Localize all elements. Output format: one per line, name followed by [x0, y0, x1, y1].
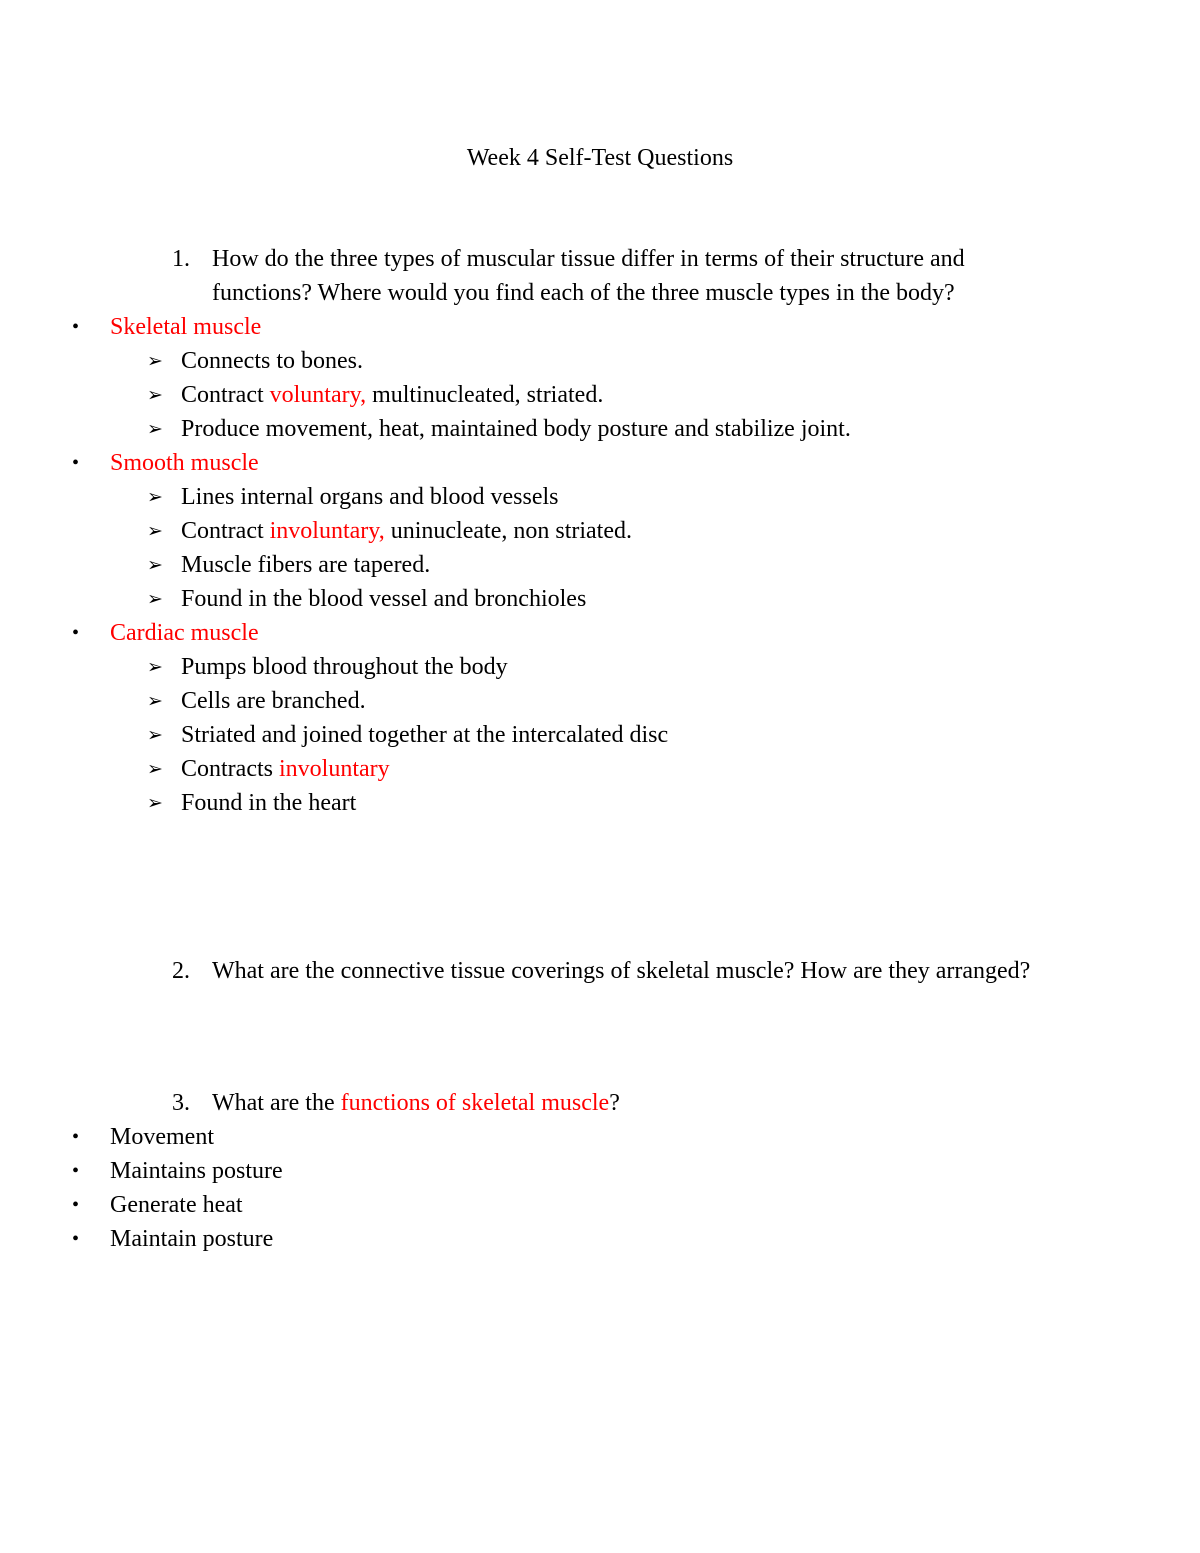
- list-item-skeletal-muscle: [72, 310, 1062, 344]
- bullet-icon: •: [72, 1228, 80, 1250]
- highlight-text: voluntary,: [269, 382, 367, 408]
- item-text: Contract: [181, 382, 270, 408]
- item-text: Striated and joined together at the intercalated disc: [181, 722, 669, 748]
- section-heading: Cardiac muscle: [110, 620, 259, 646]
- list-item: [147, 786, 1062, 820]
- list-item: [147, 650, 1062, 684]
- list-item: [147, 548, 1062, 582]
- question-number: 3.: [172, 1090, 190, 1116]
- arrow-bullet-icon: ➢: [147, 520, 163, 542]
- item-text: Found in the blood vessel and bronchioles: [181, 586, 587, 612]
- question-text: How do the three types of muscular tissue differ in terms of their structure and functions? Where would you find each of the three muscle types in the body?: [212, 246, 965, 306]
- item-text: uninucleate, non striated.: [384, 518, 632, 544]
- highlight-text: involuntary,: [269, 518, 385, 544]
- list-item: [72, 1222, 1062, 1256]
- item-text: Cells are branched.: [181, 688, 366, 714]
- question-text-part: ?: [609, 1090, 620, 1116]
- bullet-icon: •: [72, 452, 80, 474]
- arrow-bullet-icon: ➢: [147, 656, 163, 678]
- arrow-bullet-icon: ➢: [147, 588, 163, 610]
- item-text: Produce movement, heat, maintained body posture and stabilize joint.: [181, 416, 851, 442]
- list-item-smooth-muscle: [72, 446, 1062, 480]
- list-item: [147, 514, 1062, 548]
- list-item: [147, 412, 1062, 446]
- item-text: Generate heat: [110, 1192, 243, 1218]
- bullet-icon: •: [72, 1160, 80, 1182]
- list-item: [147, 344, 1062, 378]
- arrow-bullet-icon: ➢: [147, 486, 163, 508]
- list-item: [147, 378, 1062, 412]
- arrow-bullet-icon: ➢: [147, 724, 163, 746]
- list-item: [147, 480, 1062, 514]
- arrow-bullet-icon: ➢: [147, 384, 163, 406]
- list-item-cardiac-muscle: [72, 616, 1062, 650]
- item-text: Lines internal organs and blood vessels: [181, 484, 559, 510]
- question-text: [212, 1086, 1062, 1120]
- list-item: [147, 684, 1062, 718]
- question-1: [72, 242, 1062, 820]
- arrow-bullet-icon: ➢: [147, 350, 163, 372]
- arrow-bullet-icon: ➢: [147, 792, 163, 814]
- answer-list: [0, 1120, 1062, 1256]
- item-text: Maintain posture: [110, 1226, 274, 1252]
- page-title: Week 4 Self-Test Questions: [466, 145, 734, 171]
- section-heading: Skeletal muscle: [110, 314, 262, 340]
- list-item: [147, 582, 1062, 616]
- list-item: [147, 718, 1062, 752]
- highlight-text: involuntary: [278, 756, 390, 782]
- item-text: Maintains posture: [110, 1158, 283, 1184]
- item-text: multinucleated, striated.: [366, 382, 604, 408]
- highlight-text: functions of skeletal muscle: [340, 1090, 610, 1116]
- item-text: Contracts: [181, 756, 279, 782]
- arrow-bullet-icon: ➢: [147, 690, 163, 712]
- list-item: [72, 1188, 1062, 1222]
- question-number: 1.: [172, 246, 190, 272]
- bullet-icon: •: [72, 622, 80, 644]
- item-text: Found in the heart: [181, 790, 357, 816]
- bullet-icon: •: [72, 1194, 80, 1216]
- list-item: [72, 1154, 1062, 1188]
- item-text: Pumps blood throughout the body: [181, 654, 508, 680]
- question-number: 2.: [172, 958, 190, 984]
- list-item: [72, 1120, 1062, 1154]
- question-text-part: What are the: [212, 1090, 341, 1116]
- list-item: [147, 752, 1062, 786]
- item-text: Muscle fibers are tapered.: [181, 552, 431, 578]
- item-text: Movement: [110, 1124, 214, 1150]
- item-text: Contract: [181, 518, 270, 544]
- bullet-icon: •: [72, 316, 80, 338]
- arrow-bullet-icon: ➢: [147, 418, 163, 440]
- bullet-icon: •: [72, 1126, 80, 1148]
- arrow-bullet-icon: ➢: [147, 554, 163, 576]
- arrow-bullet-icon: ➢: [147, 758, 163, 780]
- answer-list: [0, 310, 1062, 820]
- section-heading: Smooth muscle: [110, 450, 259, 476]
- item-text: Connects to bones.: [181, 348, 363, 374]
- question-2: [172, 954, 1062, 988]
- question-text: What are the connective tissue coverings of skeletal muscle? How are they arranged?: [212, 958, 1031, 984]
- question-3: [72, 1086, 1062, 1256]
